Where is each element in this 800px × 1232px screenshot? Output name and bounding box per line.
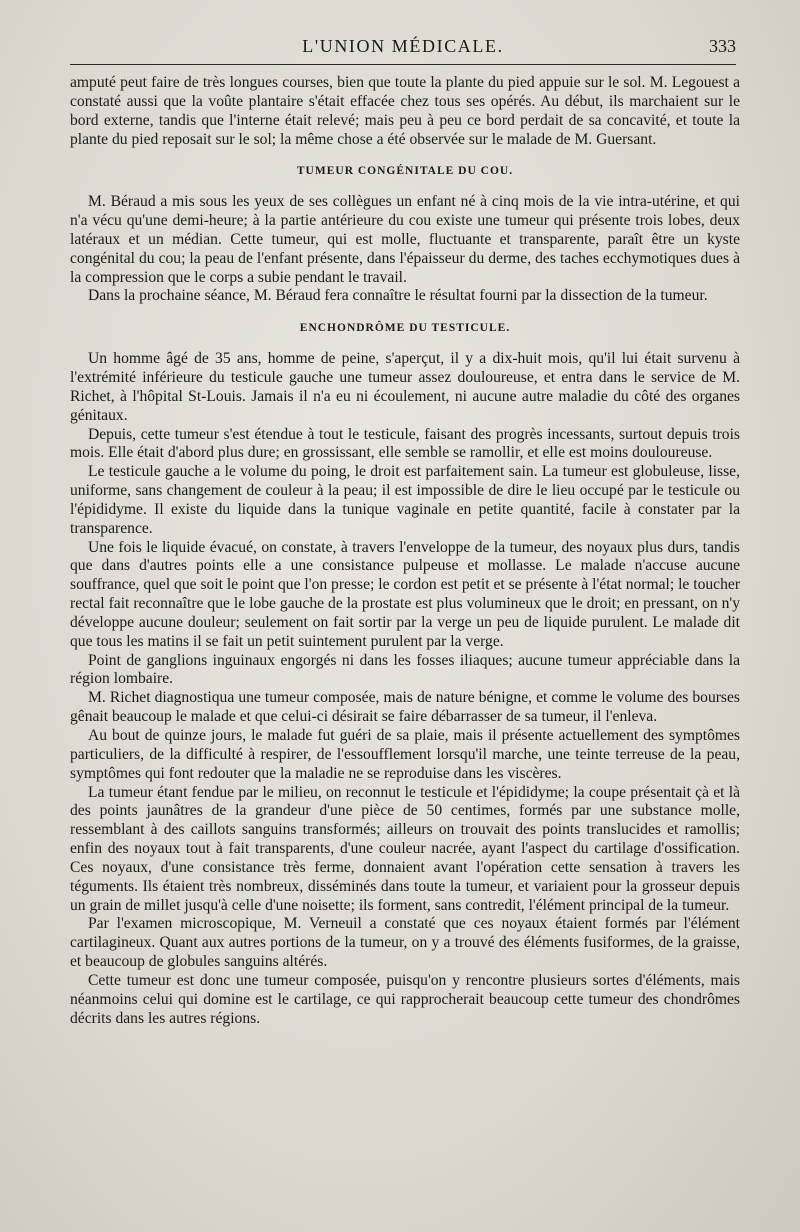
paragraph: Au bout de quinze jours, le malade fut guéri de sa plaie, mais il présente actuellement des symptômes particuliers, de la difficulté à respirer, de l'essoufflement lorsqu'il marche, une teinte terreuse de la peau, symptômes qui font redouter que la maladie ne se reproduise dans les viscères. bbox=[70, 727, 740, 782]
paragraph: Cette tumeur est donc une tumeur composée, puisqu'on y rencontre plusieurs sortes d'éléments, mais néanmoins celui qui domine est le cartilage, ce qui rapprocherait beaucoup cette tumeur des chondrômes décrits dans les autres régions. bbox=[70, 971, 740, 1027]
paragraph: Point de ganglions inguinaux engorgés ni dans les fosses iliaques; aucune tumeur appréciable dans la région lombaire. bbox=[70, 651, 740, 688]
paragraph: Le testicule gauche a le volume du poing, le droit est parfaitement sain. La tumeur est globuleuse, lisse, uniforme, sans changement de couleur à la peau; il est impossible de dire le lieu occupé par le testicule ou l'épididyme. Il existe du liquide dans la tunique vaginale en petite quantité, facile à constater par la transparence. bbox=[70, 463, 740, 537]
paragraph: Par l'examen microscopique, M. Verneuil a constaté que ces noyaux étaient formés par l'élément cartilagineux. Quant aux autres portions de la tumeur, on y a trouvé des éléments fusiformes, de la graisse, et beaucoup de globules sanguins altérés. bbox=[70, 915, 740, 971]
section-heading: TUMEUR CONGÉNITALE DU COU. bbox=[296, 165, 514, 178]
section-heading: ENCHONDRÔME DU TESTICULE. bbox=[299, 322, 511, 335]
running-title: L'UNION MÉDICALE. bbox=[302, 36, 504, 56]
paragraph: Une fois le liquide évacué, on constate, à travers l'enveloppe de la tumeur, des noyaux plus durs, tandis que dans d'autres points elle a une consistance pulpeuse et mollasse. Le malade n'accuse aucune souffrance, quel que soit le point que l'on presse; le cordon est petit et se présente à l'état normal; le toucher rectal fait reconnaître que le lobe gauche de la prostate est plus volumineux que le droit; en pressant, on n'y développe aucune douleur; seulement on fait sortir par la verge un peu de liquide purulent. Le malade dit que tous les matins il se fait un petit suintement purulent par la verge. bbox=[70, 538, 741, 650]
article-body bbox=[70, 74, 740, 1029]
paragraph: M. Béraud a mis sous les yeux de ses collègues un enfant né à cinq mois de la vie intra-utérine, et qui n'a vécu qu'une demi-heure; à la partie antérieure du cou existe une tumeur qui présente trois lobes, deux latéraux et un médian. Cette tumeur, qui est molle, fluctuante et transparente, paraît être un kyste congénital du cou; la peau de l'enfant présente, dans l'épaisseur du derme, des taches ecchymotiques dues à la compression que le corps a subie pendant le travail. bbox=[70, 193, 740, 286]
page-number: 333 bbox=[709, 36, 736, 56]
paragraph: Dans la prochaine séance, M. Béraud fera connaître le résultat fourni par la dissection de la tumeur. bbox=[88, 287, 708, 305]
paragraph: Un homme âgé de 35 ans, homme de peine, s'aperçut, il y a dix-huit mois, qu'il lui était survenu à l'extrémité inférieure du testicule gauche une tumeur assez douloureuse, et entra dans le service de M. Richet, à l'hôpital St-Louis. Jamais il n'a eu ni écoulement, ni aucune autre maladie du côté des organes génitaux. bbox=[70, 350, 740, 424]
paragraph: amputé peut faire de très longues courses, bien que toute la plante du pied appuie sur le sol. M. Legouest a constaté aussi que la voûte plantaire s'était effacée chez tous ses opérés. Au début, ils marchaient sur le bord externe, tandis que l'interne était relevé; mais peu à peu ce bord perdait de sa concavité, et toute la plante du pied reposait sur le sol; la même chose a été observée sur le malade de M. Guersant. bbox=[70, 74, 740, 148]
paragraph: Depuis, cette tumeur s'est étendue à tout le testicule, faisant des progrès incessants, surtout depuis trois mois. Elle était d'abord plus dure; en grossissant, elle semble se ramollir, et elle est moins douloureuse. bbox=[70, 425, 740, 462]
page-header bbox=[70, 30, 736, 65]
paragraph: M. Richet diagnostiqua une tumeur composée, mais de nature bénigne, et comme le volume des bourses gênait beaucoup le malade et que celui-ci désirait se faire débarrasser de sa tumeur, il l'enleva. bbox=[70, 689, 740, 726]
paragraph: La tumeur étant fendue par le milieu, on reconnut le testicule et l'épididyme; la coupe présentait çà et là des points jaunâtres de la grandeur d'une pièce de 50 centimes, formés par une substance molle, ressemblant à des caillots sanguins transformés; ailleurs on trouvait des points translucides et ramollis; enfin des noyaux tout à fait transparents, d'une couleur nacrée, ayant l'aspect du cartilage d'ossification. Ces noyaux, d'une consistance très ferme, donnaient avant l'opération cette sensation à travers les téguments. Ils étaient très nombreux, disséminés dans toute la tumeur, et variaient pour la grosseur depuis un grain de millet jusqu'à celle d'une noisette; ils forment, sans contredit, l'élément principal de la tumeur. bbox=[70, 783, 740, 914]
